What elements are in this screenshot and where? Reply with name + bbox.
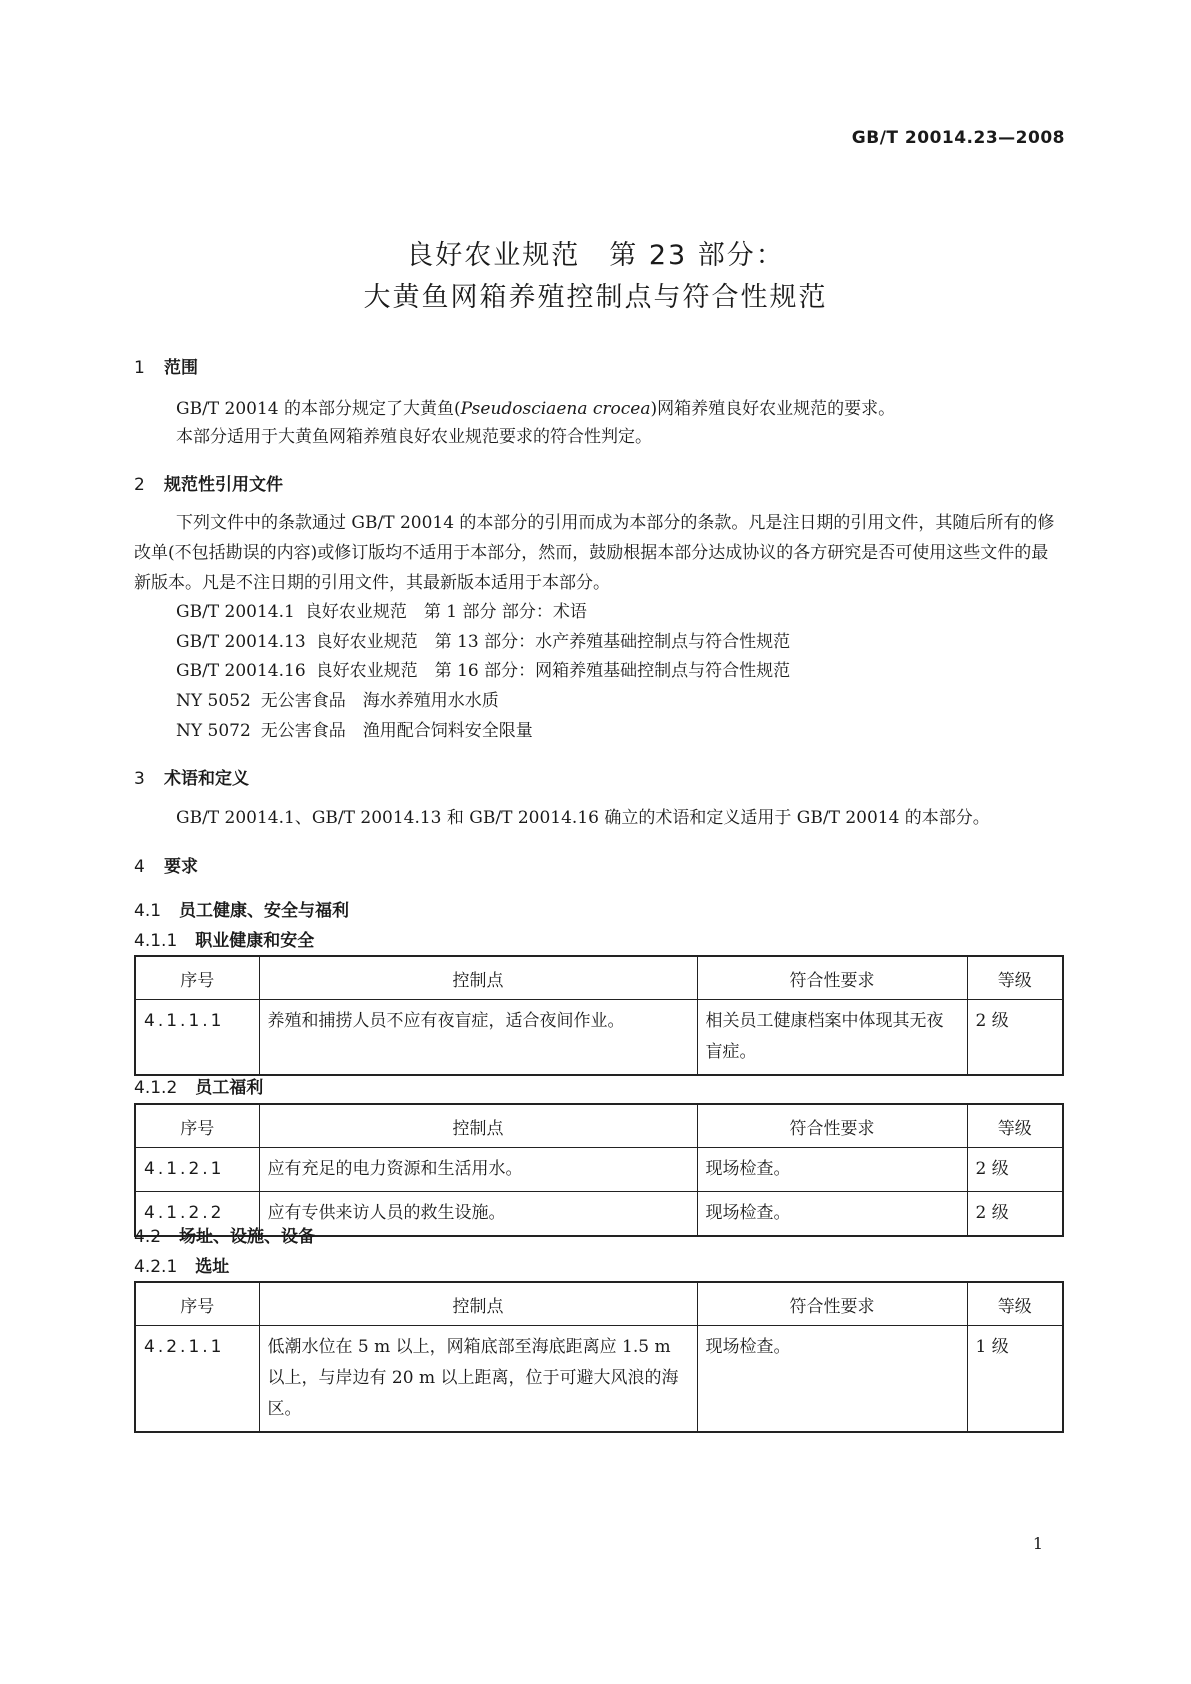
cell-control: 养殖和捕捞人员不应有夜盲症，适合夜间作业。 (259, 1000, 697, 1076)
header-level: 等级 (967, 956, 1063, 1000)
section-4-heading (134, 852, 198, 877)
section-number: 3 (134, 769, 145, 789)
section-number: 2 (134, 475, 145, 495)
header-compliance: 符合性要求 (697, 1282, 967, 1326)
standard-number: GB/T 20014.23—2008 (851, 128, 1065, 148)
subsection-4-2-1-heading: 4.2.1 选址 (134, 1257, 230, 1277)
header-compliance: 符合性要求 (697, 1104, 967, 1148)
cell-control: 应有充足的电力资源和生活用水。 (259, 1148, 697, 1192)
section-2-paragraph: 下列文件中的条款通过 GB/T 20014 的本部分的引用而成为本部分的条款。凡是注日期的引用文件，其随后所有的修改单(不包括勘误的内容)或修订版均不适用于本部分，然而，鼓励根据本部分达成协议的各方研究是否可使用这些文件的最新版本。凡是不注日期的引用文件，其最新版本适用于本部分。 (134, 513, 1055, 593)
table-row (135, 1148, 1063, 1192)
cell-compliance: 相关员工健康档案中体现其无夜盲症。 (697, 1000, 967, 1076)
section-title: 术语和定义 (164, 769, 249, 789)
header-no: 序号 (135, 1282, 259, 1326)
section-3-paragraph: GB/T 20014.1、GB/T 20014.13 和 GB/T 20014.16 确立的术语和定义适用于 GB/T 20014 的本部分。 (176, 808, 990, 828)
header-control: 控制点 (259, 956, 697, 1000)
header-compliance: 符合性要求 (697, 956, 967, 1000)
table-row (135, 1326, 1063, 1433)
table-header-row (135, 956, 1063, 1000)
section-2-heading (134, 470, 283, 495)
cell-no: 4.1.2.1 (135, 1148, 259, 1192)
table-row (135, 1000, 1063, 1076)
cell-control: 低潮水位在 5 m 以上，网箱底部至海底距离应 1.5 m 以上，与岸边有 20 m 以上距离，位于可避大风浪的海区。 (259, 1326, 697, 1433)
section-title: 要求 (164, 857, 198, 877)
reference-item: GB/T 20014.16 良好农业规范 第 16 部分：网箱养殖基础控制点与符合性规范 (176, 661, 791, 681)
reference-item: GB/T 20014.13 良好农业规范 第 13 部分：水产养殖基础控制点与符合性规范 (176, 632, 791, 652)
subsection-4-1-1-heading: 4.1.1 职业健康和安全 (134, 931, 315, 951)
section-title: 范围 (164, 358, 198, 378)
control-table-4-2-1 (134, 1281, 1064, 1433)
section-number: 1 (134, 358, 145, 378)
section-1-paragraph-2: 本部分适用于大黄鱼网箱养殖良好农业规范要求的符合性判定。 (176, 427, 652, 447)
cell-no: 4.1.1.1 (135, 1000, 259, 1076)
cell-control: 应有专供来访人员的救生设施。 (259, 1192, 697, 1237)
section-3-heading (134, 764, 249, 789)
reference-item: GB/T 20014.1 良好农业规范 第 1 部分 部分：术语 (176, 602, 587, 622)
control-table-4-1-1 (134, 955, 1064, 1076)
header-no: 序号 (135, 956, 259, 1000)
cell-level: 2 级 (967, 1000, 1063, 1076)
header-control: 控制点 (259, 1282, 697, 1326)
section-1-heading (134, 353, 198, 378)
section-title: 规范性引用文件 (164, 475, 283, 495)
header-control: 控制点 (259, 1104, 697, 1148)
cell-compliance: 现场检查。 (697, 1192, 967, 1237)
subsection-4-2-heading: 4.2 场址、设施、设备 (134, 1227, 316, 1247)
cell-level: 2 级 (967, 1148, 1063, 1192)
header-level: 等级 (967, 1104, 1063, 1148)
cell-compliance: 现场检查。 (697, 1326, 967, 1433)
section-1-paragraph-1: GB/T 20014 的本部分规定了大黄鱼(Pseudosciaena crocea)网箱养殖良好农业规范的要求。 (176, 399, 896, 419)
reference-item: NY 5072 无公害食品 渔用配合饲料安全限量 (176, 721, 533, 741)
subsection-4-1-2-heading: 4.1.2 员工福利 (134, 1078, 264, 1098)
cell-level: 2 级 (967, 1192, 1063, 1237)
species-latin-name: Pseudosciaena crocea (460, 399, 651, 419)
header-level: 等级 (967, 1282, 1063, 1326)
document-title-line-1: 良好农业规范 第 23 部分： (406, 240, 785, 271)
section-number: 4 (134, 857, 145, 877)
page-number: 1 (1032, 1534, 1043, 1553)
subsection-4-1-heading: 4.1 员工健康、安全与福利 (134, 901, 350, 921)
header-no: 序号 (135, 1104, 259, 1148)
cell-compliance: 现场检查。 (697, 1148, 967, 1192)
reference-item: NY 5052 无公害食品 海水养殖用水水质 (176, 691, 499, 711)
document-title-line-2: 大黄鱼网箱养殖控制点与符合性规范 (363, 282, 828, 313)
table-header-row (135, 1282, 1063, 1326)
control-table-4-1-2 (134, 1103, 1064, 1237)
cell-no: 4.1.2.2 (135, 1192, 259, 1237)
cell-no: 4.2.1.1 (135, 1326, 259, 1433)
table-header-row (135, 1104, 1063, 1148)
cell-level: 1 级 (967, 1326, 1063, 1433)
